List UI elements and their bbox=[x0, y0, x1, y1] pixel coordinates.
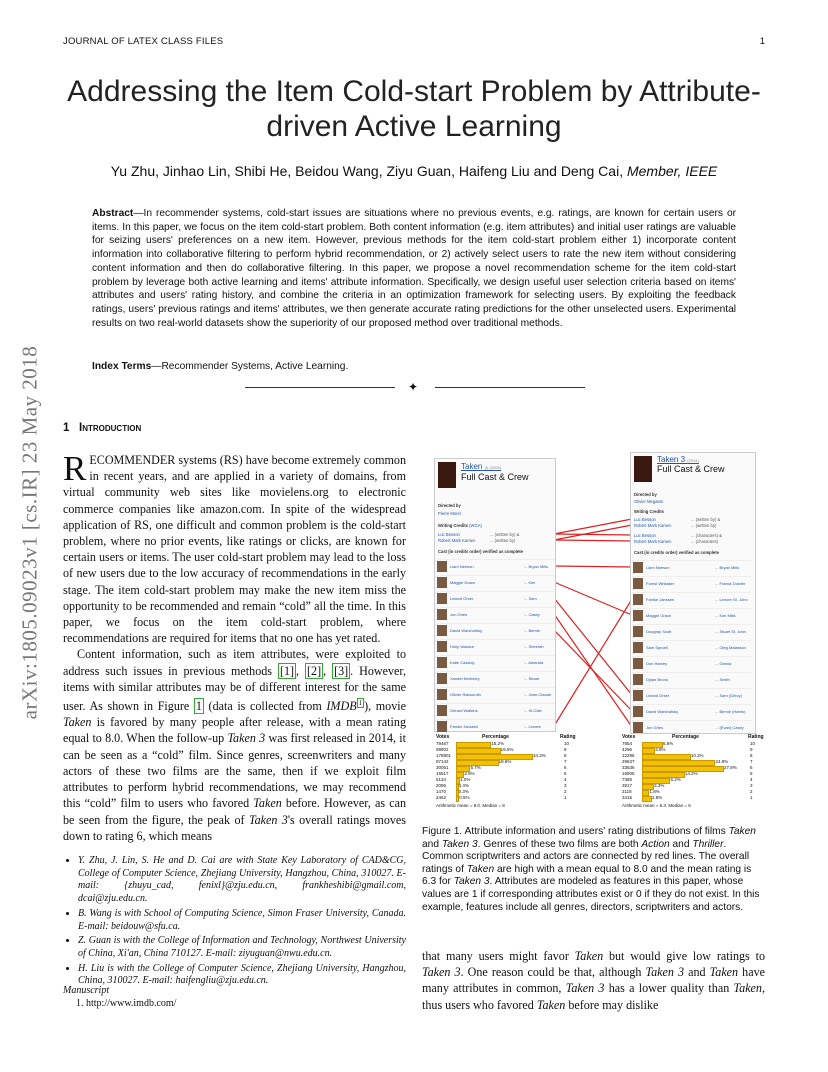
ref-2[interactable]: [2] bbox=[307, 663, 322, 678]
rating-label: 1 bbox=[564, 795, 567, 800]
vote-count: 7854 bbox=[622, 741, 633, 746]
page-number: 1 bbox=[759, 36, 765, 47]
figure-1 bbox=[422, 452, 772, 814]
actor-photo bbox=[633, 578, 643, 589]
rating-label: 6 bbox=[750, 765, 753, 770]
character-name[interactable]: ... Garcia bbox=[715, 661, 732, 666]
percent-label: 1.0% bbox=[460, 777, 471, 782]
character-name[interactable]: ... Lenore St. John bbox=[715, 597, 748, 602]
connection-line bbox=[554, 566, 632, 567]
section-title: Introduction bbox=[79, 422, 142, 434]
cast-row bbox=[437, 559, 555, 574]
character-name[interactable]: ... Franck Dotzler bbox=[715, 581, 746, 586]
character-name[interactable]: ... Kim bbox=[524, 580, 536, 585]
character-name[interactable]: ... Bryan Mills bbox=[715, 565, 740, 570]
character-name[interactable]: ... Sheerah bbox=[524, 644, 544, 649]
actor-photo bbox=[633, 562, 643, 573]
actor-photo bbox=[633, 674, 643, 685]
percent-label: 10.3% bbox=[690, 753, 704, 758]
character-name[interactable]: ... Jean-Claude bbox=[524, 692, 552, 697]
actor-photo bbox=[633, 722, 643, 733]
cast-row bbox=[437, 607, 555, 622]
cast-row bbox=[633, 720, 751, 735]
actor-name[interactable]: David Warshofsky bbox=[450, 628, 483, 633]
vote-count: 2118 bbox=[622, 789, 632, 794]
left-histogram: Votes Percentage Rating 79467 15.2% 10 99902 19.5% 9 178801 34.3% 8 97142 18.6% 7 30051 5.7% 6 15517 2.9% 5 5134 1.0% 4 2096 0.4% 3 1470 0.3% 2 2462 0.5% 1 Arithmetic mean = 8.0. Median = 8 bbox=[436, 734, 576, 808]
authors: Yu Zhu, Jinhao Lin, Shibi He, Beidou Wang, Ziyu Guan, Haifeng Liu and Deng Cai, bbox=[110, 163, 624, 179]
vote-count: 2462 bbox=[436, 795, 447, 800]
footnote-item: • B. Wang is with School of Computing Science, Simon Fraser University, Canada. E-mail: beidouw@sfu.ca. bbox=[78, 908, 406, 933]
cast-row bbox=[437, 655, 555, 670]
vote-count: 178801 bbox=[436, 753, 452, 758]
cast-row bbox=[633, 672, 751, 687]
character-name[interactable]: ... Amanda bbox=[524, 660, 544, 665]
actor-photo bbox=[437, 705, 447, 716]
actor-name[interactable]: Dylan Bruno bbox=[646, 677, 669, 682]
rating-label: 6 bbox=[564, 765, 567, 770]
percent-label: 0.5% bbox=[459, 795, 470, 800]
vote-count: 99902 bbox=[436, 747, 449, 752]
vote-count: 29637 bbox=[622, 759, 635, 764]
rating-label: 10 bbox=[750, 741, 756, 746]
actor-name[interactable]: Olivier Rabourdin bbox=[450, 692, 481, 697]
footnote-ref[interactable]: 1 bbox=[358, 699, 363, 708]
actor-name[interactable]: Famke Janssen bbox=[450, 724, 479, 729]
character-name[interactable]: ... Bernie (Harris) bbox=[715, 709, 746, 714]
connection-line bbox=[554, 599, 632, 726]
actor-photo bbox=[633, 626, 643, 637]
poster-thumbnail bbox=[438, 462, 456, 488]
section-heading bbox=[63, 422, 141, 434]
right-mean: Arithmetic mean = 6.3. Median = 6 bbox=[622, 803, 691, 808]
cast-row bbox=[437, 671, 555, 686]
diamond-icon: ✦ bbox=[408, 380, 419, 394]
actor-name[interactable]: Maggie Grace bbox=[450, 580, 476, 585]
character-name[interactable]: ... St-Clair bbox=[524, 708, 542, 713]
rating-label: 2 bbox=[750, 789, 753, 794]
left-title[interactable]: Taken bbox=[461, 462, 483, 471]
character-name[interactable]: ... Sam (Gilroy) bbox=[715, 693, 742, 698]
ref-1[interactable]: [1] bbox=[279, 663, 295, 678]
character-name[interactable]: ... Stuart bbox=[524, 676, 540, 681]
rating-label: 9 bbox=[564, 747, 567, 752]
percent-label: 5.7% bbox=[470, 765, 481, 770]
percent-label: 14.2% bbox=[684, 771, 698, 776]
actor-photo bbox=[633, 706, 643, 717]
actor-name[interactable]: Liam Neeson bbox=[450, 564, 474, 569]
percent-label: 1.8% bbox=[649, 789, 660, 794]
poster-thumbnail bbox=[634, 456, 652, 482]
actor-name[interactable]: Gérard Watkins bbox=[450, 708, 478, 713]
cast-row bbox=[437, 591, 555, 606]
vote-count: 16905 bbox=[622, 771, 635, 776]
actor-photo bbox=[437, 657, 447, 668]
actor-name[interactable]: Liam Neeson bbox=[646, 565, 670, 570]
cast-row bbox=[437, 623, 555, 638]
column-2-text: that many users might favor Taken but would give low ratings to Taken 3. One reason could be that, although Taken 3 and Taken have many attributes in common, Taken 3 has a lower quality than Taken, thus users who favored Taken before may dislike bbox=[422, 949, 766, 1012]
cast-row bbox=[437, 719, 555, 734]
vote-count: 12296 bbox=[622, 753, 635, 758]
actor-name[interactable]: Jon Gries bbox=[450, 612, 468, 617]
footnote-url: 1. http://www.imdb.com/ bbox=[76, 998, 177, 1009]
actor-photo bbox=[437, 609, 447, 620]
cast-row bbox=[633, 688, 751, 703]
left-mean: Arithmetic mean = 8.0. Median = 8 bbox=[436, 803, 505, 808]
character-name[interactable]: ... Lenore bbox=[524, 724, 541, 729]
actor-name[interactable]: Katie Cassidy bbox=[450, 660, 475, 665]
character-name[interactable]: ... Smith bbox=[715, 677, 730, 682]
percent-label: 0.3% bbox=[458, 789, 469, 794]
rating-label: 8 bbox=[750, 753, 753, 758]
character-name[interactable]: ... (Evan) Casey bbox=[715, 725, 744, 730]
actor-photo bbox=[633, 642, 643, 653]
character-name[interactable]: ... Bernie bbox=[524, 628, 541, 633]
vote-count: 33636 bbox=[622, 765, 635, 770]
right-title[interactable]: Taken 3 bbox=[657, 455, 686, 464]
connection-lines bbox=[554, 519, 632, 727]
authors-suffix: Member, IEEE bbox=[626, 163, 718, 179]
vote-count: 4296 bbox=[622, 747, 633, 752]
vote-count: 2096 bbox=[436, 783, 447, 788]
percent-label: 2.9% bbox=[464, 771, 475, 776]
paper-title: Addressing the Item Cold-start Problem by Attribute-driven Active Learning bbox=[67, 75, 761, 143]
index-label: Index Terms bbox=[92, 361, 152, 372]
abstract-label: Abstract bbox=[92, 208, 134, 219]
intro-text bbox=[63, 449, 407, 844]
actor-name[interactable]: Sam Spruell bbox=[646, 645, 668, 650]
actor-name[interactable]: Jon Gries bbox=[646, 725, 664, 730]
cast-row bbox=[633, 592, 751, 607]
connection-line bbox=[554, 598, 632, 695]
connection-line bbox=[554, 540, 632, 541]
character-name[interactable]: ... Casey bbox=[524, 612, 540, 617]
character-name[interactable]: ... Bryan Mills bbox=[524, 564, 549, 569]
vote-count: 79467 bbox=[436, 741, 449, 746]
percent-label: 0.4% bbox=[458, 783, 469, 788]
percent-label: 6.6% bbox=[662, 741, 674, 746]
ref-3[interactable]: [3] bbox=[334, 663, 349, 678]
actor-name[interactable]: Forest Whitaker bbox=[646, 581, 675, 586]
rating-label: 8 bbox=[564, 753, 567, 758]
abstract bbox=[92, 207, 736, 330]
percent-label: 24.8% bbox=[715, 759, 729, 764]
abstract-text: —In recommender systems, cold-start issues are situations where no previous events, e.g. ratings, are known for certain users or items. In this paper, we focus on the item cold-start problem. Both content information (e.g. item attributes) and initial user ratings are valuable for seizing users' preferences on a new item. However, previous methods for the item cold-start problem either 1) incorporate content information into collaborative filtering to perform hybrid recommendation, or 2) actively select users to rate the new item without considering content information and then do collaborative filtering. In this paper, we propose a novel recommendation scheme for the item cold-start problem by leverage both active learning and items' attribute information. Specifically, we design useful user selection criteria based on items' attributes and users' rating history, and combine the criteria in an optimization framework for selecting users. By exploiting the feedback ratings, users' previous ratings and items' attributes, we then generate accurate rating predictions for the other unselected users. Experimental results on two real-world datasets show the superiority of our proposed method over traditional methods. bbox=[92, 208, 736, 329]
figure-ref[interactable]: 1 bbox=[195, 699, 202, 714]
rating-label: 2 bbox=[564, 789, 567, 794]
actor-photo bbox=[633, 690, 643, 701]
connection-line bbox=[554, 519, 632, 534]
percent-label: 6.2% bbox=[670, 777, 681, 782]
actor-photo bbox=[437, 561, 447, 572]
intro-p1: systems (RS) have become extremely common in recent years, and are applied in a variety of domains, from virtual community web sites like movielens.org to electronic commerce companies like amazon.com. In spite of the widespread application of RS, one difficult and common problem is the cold-start problem, where no prior events, like ratings or clicks, are known for certain users or items. The user cold-start problem may lead to the loss of new users due to the low accuracy of recommendations in the early stage. The item cold-start problem may make the new item miss the opportunity to be recommended and remain “cold” all the time. In this paper, we focus on the item cold-start problem, where recommendations are required for items that no one has yet rated. bbox=[63, 453, 406, 646]
intro-caps: ECOMMENDER bbox=[89, 453, 176, 467]
cast-row bbox=[437, 703, 555, 718]
affiliation-footnotes bbox=[63, 855, 406, 990]
cast-row bbox=[437, 687, 555, 702]
drop-cap: R bbox=[63, 449, 87, 488]
actor-photo bbox=[437, 577, 447, 588]
rating-label: 1 bbox=[750, 795, 753, 800]
actor-photo bbox=[437, 625, 447, 636]
vote-count: 3917 bbox=[622, 783, 633, 788]
actor-name[interactable]: Xander Berkeley bbox=[450, 676, 480, 681]
actor-photo bbox=[437, 673, 447, 684]
actor-photo bbox=[437, 689, 447, 700]
percent-label: 27.8% bbox=[724, 765, 737, 770]
rating-label: 3 bbox=[564, 783, 567, 788]
rating-label: 3 bbox=[750, 783, 753, 788]
character-name[interactable]: ... Sam bbox=[524, 596, 537, 601]
right-subtitle: Full Cast & Crew bbox=[657, 464, 725, 474]
percent-label: 15.2% bbox=[491, 741, 504, 746]
actor-photo bbox=[633, 658, 643, 669]
vote-count: 30051 bbox=[436, 765, 449, 770]
cast-row bbox=[437, 639, 555, 654]
rating-label: 7 bbox=[750, 759, 753, 764]
rating-label: 9 bbox=[750, 747, 753, 752]
vote-count: 97142 bbox=[436, 759, 449, 764]
section-number: 1 bbox=[63, 422, 70, 434]
actor-name[interactable]: Holly Valance bbox=[450, 644, 475, 649]
section-divider bbox=[245, 380, 585, 394]
running-header: JOURNAL OF LATEX CLASS FILES bbox=[63, 36, 224, 47]
percent-label: 3.3% bbox=[654, 783, 665, 788]
character-name[interactable]: ... Stuart St. John bbox=[715, 629, 746, 634]
connection-line bbox=[554, 582, 632, 615]
rating-label: 5 bbox=[564, 771, 567, 776]
index-text: —Recommender Systems, Active Learning. bbox=[151, 361, 349, 372]
cast-row bbox=[633, 704, 751, 719]
index-terms bbox=[92, 361, 736, 372]
actor-name[interactable]: Leland Orser bbox=[646, 693, 670, 698]
actor-name[interactable]: Leland Orser bbox=[450, 596, 474, 601]
percent-label: 19.5% bbox=[500, 747, 514, 752]
intro-p2: Content information, such as item attributes, were exploited to address such issues in previous methods [1] , [2] , [3] . However, items with similar attributes may be of different interest for the same user. As shown in Figure 1 (data is collected from IMDB $^1$ ), movie Taken is favored by many people after release, with a mean rating equal to 8.0. When the follow-up Taken 3 was first released in 2014, it can be seen as a “cold” film. Since genres, screenwriters and many actors of these two films are the same, then if we exploit film attributes to perform hybrid recommendations, we may recommend this “cold” film to users who favored Taken before. However, as can be seen from the figure, the peak of Taken 3's overall ratings moves down to rating 6, which means bbox=[63, 647, 407, 843]
footnote-item: • Y. Zhu, J. Lin, S. He and D. Cai are with State Key Laboratory of CAD&CG, College of Computer Science, Zhejiang University, Hangzhou, China, 310027. E-mail: {zhuyu_cad, fenixl}@zju.edu.cn, frankheshibi@gmail.com, dcai@zju.edu.cn. bbox=[78, 855, 406, 906]
connection-line bbox=[554, 630, 632, 711]
footnote-item: • H. Liu is with the College of Computer Science, Zhejiang University, Hangzhou, China, 310027. E-mail: haifengliu@zju.edu.cn. bbox=[78, 963, 406, 988]
rating-label: 5 bbox=[750, 771, 753, 776]
actor-name[interactable]: Don Harvey bbox=[646, 661, 668, 666]
vote-count: 1470 bbox=[436, 789, 447, 794]
percent-label: 18.6% bbox=[498, 759, 512, 764]
right-histogram: Votes Percentage Rating 7854 6.6% 10 4296 3.8% 9 12296 10.3% 8 29637 24.8% 7 33636 27.8% 6 16905 14.2% 5 7385 6.2% 4 3917 3.3% 3 2118 1.8% 2 3415 2.8% 1 Arithmetic mean = 6.3. Median = 6 bbox=[622, 734, 764, 808]
vote-count: 5134 bbox=[436, 777, 447, 782]
character-name[interactable]: ... Oleg Malankov bbox=[715, 645, 747, 650]
left-credits-panel: Taken (I) (2008) Full Cast & Crew Directed by Pierre Morel Writing Credits (WGA) Luc Besson ... (written by) & Robert Mark Kamen ... (written by) Cast (in credits order) verified as complete Liam Neeson ... Bryan Mills Maggie Grace ... Kim Leland Orser ... Sam Jon Gries ... Casey David Warshofsky ... Bernie Holly Valance ... Sheerah Katie Cassidy ... Amanda Xander Berkeley ... Stuart Olivier Rabourdin ... Jean-Claude Gérard Watkins ... St-Clair Famke Janssen ... Lenore bbox=[434, 458, 556, 732]
cast-row bbox=[633, 656, 751, 671]
cast-row bbox=[633, 560, 751, 575]
left-subtitle: Full Cast & Crew bbox=[461, 472, 529, 482]
vote-count: 15517 bbox=[436, 771, 449, 776]
right-credits-panel: Taken 3 (2014) Full Cast & Crew Directed by Olivier Megaton Writing Credits Luc Besson ... (written by) & Robert Mark Kamen ... (written by) Luc Besson ... (characters) & Robert Mark Kamen ... (characters) Cast (in credits order) verified as complete Liam Neeson ... Bryan Mills Forest Whitaker ... Franck Dotzler Famke Janssen ... Lenore St. John Maggie Grace ... Kim Mills Dougray Scott ... Stuart St. John Sam Spruell ... Oleg Malankov Don Harvey ... Garcia Dylan Bruno ... Smith Leland Orser ... Sam (Gilroy) David Warshofsky ... Bernie (Harris) Jon Gries ... (Evan) Casey bbox=[630, 452, 756, 734]
actor-photo bbox=[437, 641, 447, 652]
figure-caption: Figure 1. Attribute information and users' rating distributions of films Taken and Taken 3. Genres of these two films are both Action and Thriller. Common scriptwriters and actors are connected by red lines. The overall ratings of Taken are high with a mean equal to 8.0 and the mean rating is 6.3 for Taken 3. Attributes are modeled as features in this paper, whose values are 1 if corresponding attributes exist or 0 if they do not exist. In this example, features include all genres, directors, scriptwriters and actors. bbox=[422, 826, 760, 913]
manuscript-label: Manuscript bbox=[63, 985, 110, 996]
cast-row bbox=[633, 608, 751, 623]
histogram-bar bbox=[642, 796, 652, 802]
rating-label: 4 bbox=[564, 777, 567, 782]
actor-photo bbox=[633, 594, 643, 605]
percent-label: 3.8% bbox=[655, 747, 666, 752]
connection-line bbox=[554, 534, 632, 535]
cast-row bbox=[633, 640, 751, 655]
cast-row bbox=[437, 575, 555, 590]
actor-name[interactable]: David Warshofsky bbox=[646, 709, 679, 714]
actor-photo bbox=[437, 593, 447, 604]
actor-photo bbox=[633, 610, 643, 621]
rating-label: 4 bbox=[750, 777, 753, 782]
rating-label: 10 bbox=[564, 741, 570, 746]
arxiv-stamp: arXiv:1805.09023v1 [cs.IR] 23 May 2018 bbox=[17, 345, 42, 720]
vote-count: 7385 bbox=[622, 777, 633, 782]
connection-line bbox=[554, 525, 632, 540]
footnote-item: • Z. Guan is with the College of Information and Technology, Northwest University of China, Xi'an, China 710127. E-mail: ziyuguan@nwu.edu.cn. bbox=[78, 935, 406, 960]
character-name[interactable]: ... Kim Mills bbox=[715, 613, 736, 618]
percent-label: 34.3% bbox=[533, 753, 546, 758]
percent-label: 2.8% bbox=[652, 795, 663, 800]
actor-photo bbox=[437, 721, 447, 732]
actor-name[interactable]: Dougray Scott bbox=[646, 629, 672, 634]
author-list bbox=[63, 163, 765, 179]
cast-row bbox=[633, 624, 751, 639]
rating-label: 7 bbox=[564, 759, 567, 764]
actor-name[interactable]: Famke Janssen bbox=[646, 597, 675, 602]
vote-count: 3415 bbox=[622, 795, 633, 800]
actor-name[interactable]: Maggie Grace bbox=[646, 613, 672, 618]
cast-row bbox=[633, 576, 751, 591]
